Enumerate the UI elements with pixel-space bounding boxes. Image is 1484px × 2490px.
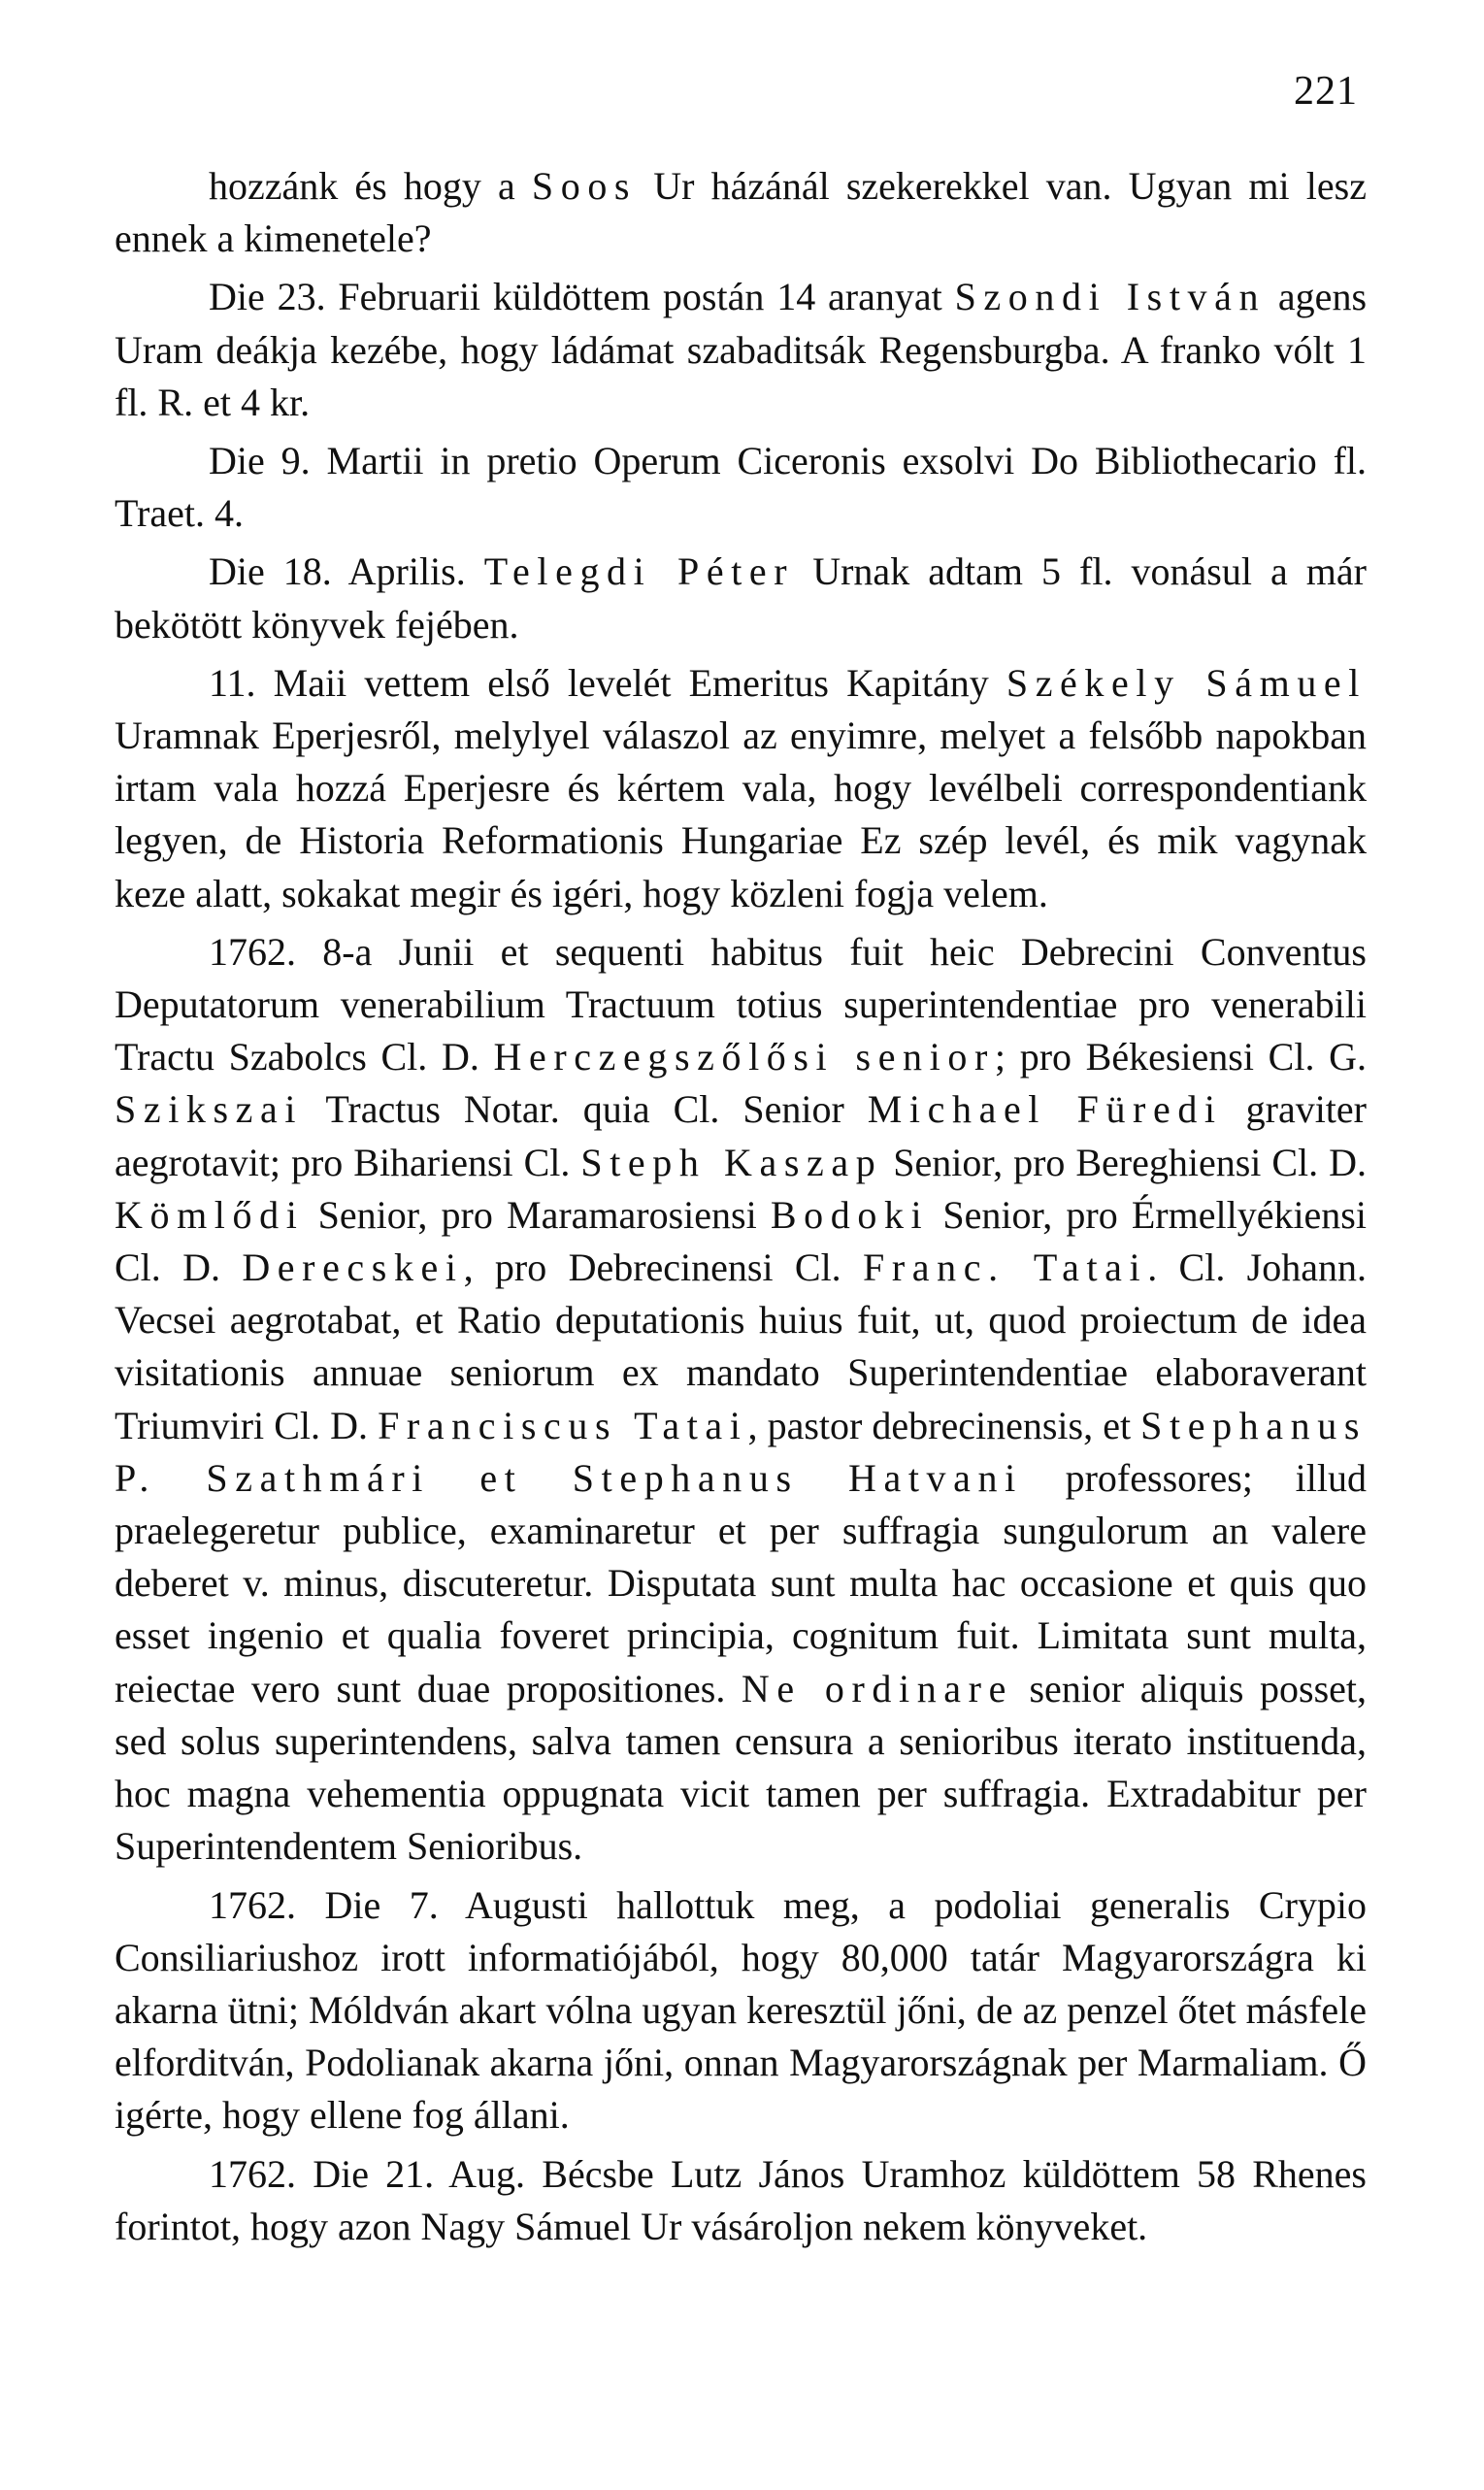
body-text (115, 160, 1367, 2259)
text-run: Senior, pro Bereghiensi Cl. D. (882, 1140, 1368, 1184)
spaced-name: Szikszai (115, 1087, 304, 1132)
text-run: Tractus Notar. quia Cl. Senior (303, 1087, 868, 1132)
text-run: hozzánk és hogy a (209, 164, 532, 208)
text-run: agens Uram deákja kezébe, hogy ládámat szabaditsák Regensburgba. A franko vólt 1 fl. R. et 4 kr. (115, 275, 1368, 424)
text-run: Die 18. Aprilis. (209, 549, 484, 594)
page-number: 221 (1294, 69, 1358, 114)
text-run: 1762. 8-a Junii et sequenti habitus fuit heic Debrecini Conventus Deputatorum venerabilium Tractuum totius superintendentiae pro venerabili Tractu Szabolcs Cl. D. (115, 929, 1367, 1079)
text-run: Senior, pro Maramarosiensi (304, 1192, 771, 1237)
spaced-name: Franc. Tatai (863, 1245, 1148, 1290)
spaced-name: Derecskei (242, 1245, 464, 1290)
spaced-name: Herczegszőlősi senior (493, 1035, 995, 1079)
spaced-name: Székely Sámuel (1006, 660, 1367, 705)
paragraph (115, 1879, 1367, 2142)
paragraph (115, 271, 1367, 429)
spaced-name: Kömlődi (115, 1192, 305, 1237)
text-run: 11. Maii vettem első levelét Emeritus Kapitány (209, 660, 1006, 705)
text-run: Urnak adtam 5 fl. vonásul a már bekötött könyvek fejében. (115, 549, 1367, 647)
text-run: 1762. Die 21. Aug. Bécsbe Lutz János Uramhoz küldöttem 58 Rhenes forintot, hogy azon Nagy Sámuel Ur vásároljon nekem könyveket. (115, 2151, 1367, 2248)
spaced-name: Franciscus Tatai (378, 1403, 748, 1447)
text-run: Die 9. Martii in pretio Operum Ciceronis exsolvi Do Bibliothecario fl. Traet. 4. (115, 439, 1367, 536)
spaced-name: Ne ordinare (741, 1666, 1013, 1710)
text-run: , pro Debrecinensi Cl. (463, 1245, 863, 1290)
spaced-name: Telegdi Péter (483, 549, 795, 594)
text-run: Senior, pro Érmellyékiensi Cl. D. (115, 1192, 1367, 1290)
text-run: ; pro Békesiensi Cl. G. (994, 1035, 1368, 1079)
spaced-name: Stephanus P. Szathmári et Stephanus Hatvani (115, 1403, 1367, 1500)
text-run: Die 23. Februarii küldöttem postán 14 aranyat (209, 275, 955, 319)
paragraph (115, 926, 1367, 1874)
text-run: Uramnak Eperjesről, melylyel válaszol az enyimre, melyet a felsőbb napokban irtam vala hozzá Eperjesre és kértem vala, hogy levélbeli correspondentiank legyen, de Historia Reformationis Hungariae Ez szép levél, és mik vagynak keze alatt, sokakat megir és igéri, hogy közleni fogja velem. (115, 714, 1367, 915)
paragraph (115, 435, 1367, 540)
spaced-name: Bodoki (770, 1192, 930, 1237)
text-run: , pastor debrecinensis, et (747, 1403, 1141, 1447)
text-run: 1762. Die 7. Augusti hallottuk meg, a podoliai generalis Crypio Consiliariushoz irott informatiójából, hogy 80,000 tatár Magyarországra ki akarna ütni; Móldván akart vólna ugyan keresztül jőni, de az penzel őtet másfele elforditván, Podolianak akarna jőni, onnan Magyarországnak per Marmaliam. Ő igérte, hogy ellene fog állani. (115, 1882, 1367, 2138)
spaced-name: Soos (531, 164, 638, 208)
spaced-name: Szondi István (954, 275, 1267, 319)
text-run: senior aliquis posset, sed solus superintendens, salva tamen censura a senioribus iterato instituenda, hoc magna vehementia oppugnata vicit tamen per suffragia. Extradabitur per Superintendentem Senioribus. (115, 1666, 1367, 1869)
text-run: Ur házánál szekerekkel van. Ugyan mi lesz ennek a kimenetele? (115, 164, 1367, 261)
paragraph (115, 657, 1367, 920)
paragraph (115, 546, 1367, 650)
text-run: professores; illud praelegeretur publice, examinaretur et per suffragia sungulorum an valere deberet v. minus, discuteretur. Disputata sunt multa hac occasione et quis quo esset ingenio et qualia foveret principia, cognitum fuit. Limitata sunt multa, reiectae vero sunt duae propositiones. (115, 1455, 1368, 1710)
text-run: . Cl. Johann. Vecsei aegrotabat, et Ratio deputationis huius fuit, ut, quod proiectum de idea visitationis annuae seniorum ex mandato Superintendentiae elaboraverant Triumviri Cl. D. (115, 1245, 1367, 1447)
paragraph (115, 2148, 1367, 2253)
paragraph (115, 160, 1367, 265)
spaced-name: Steph Kaszap (580, 1140, 883, 1184)
spaced-name: Michael Füredi (867, 1087, 1223, 1132)
text-run: graviter aegrotavit; pro Bihariensi Cl. (115, 1087, 1367, 1184)
